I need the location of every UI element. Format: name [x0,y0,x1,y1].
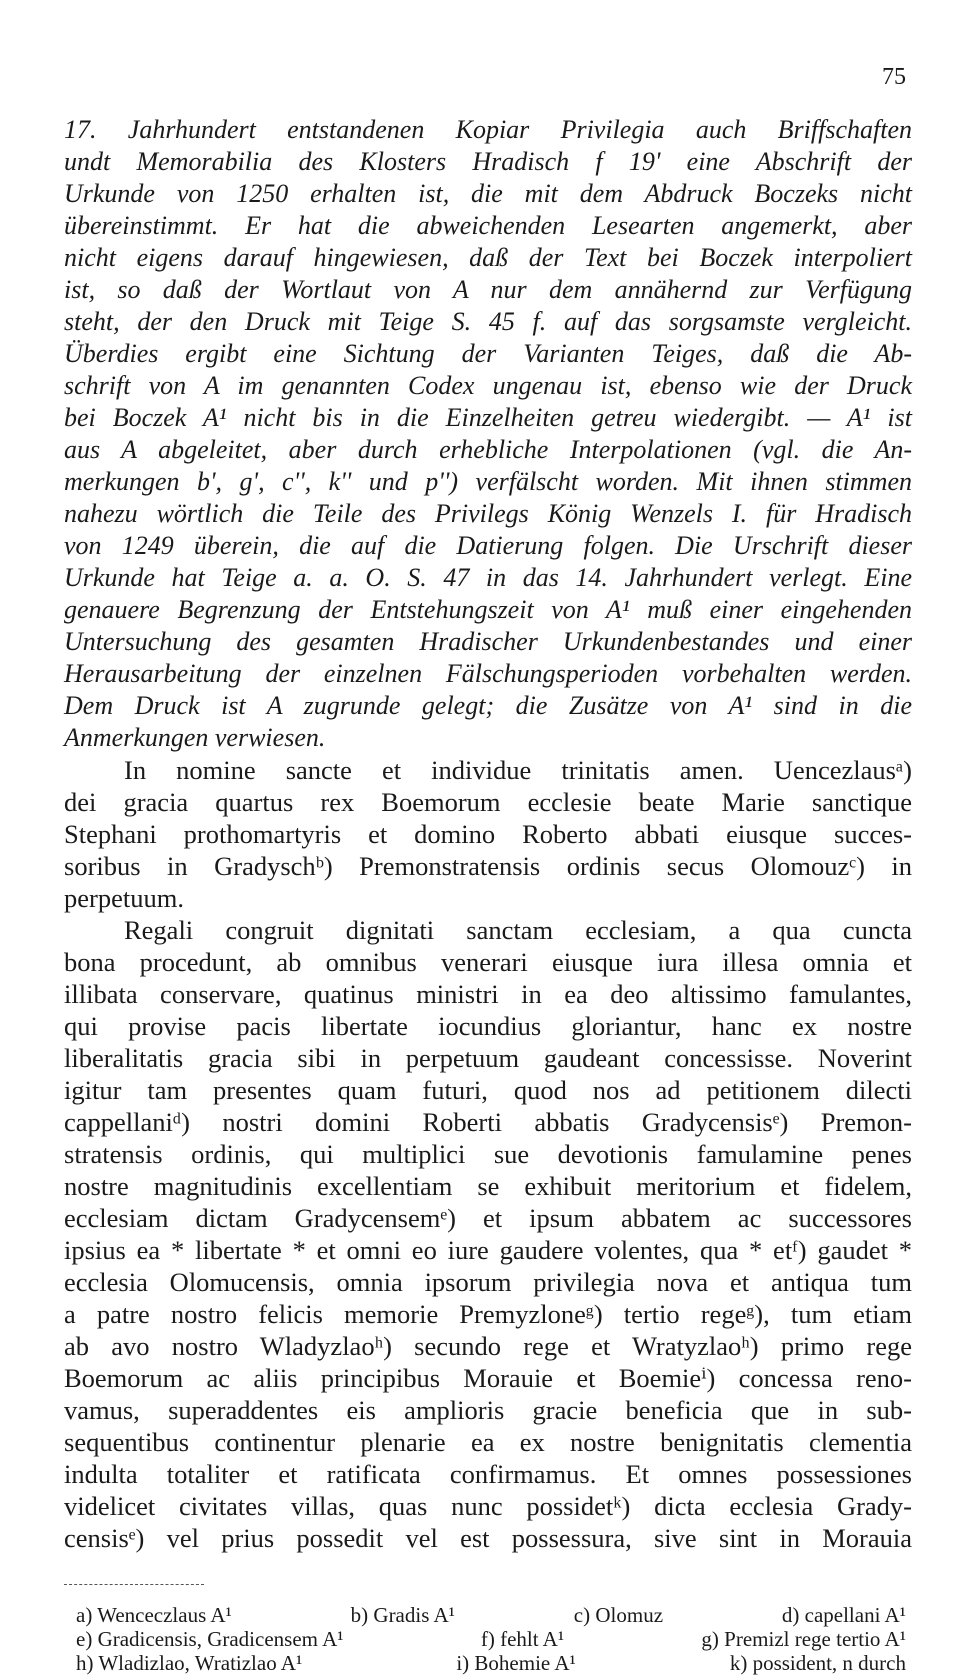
commentary-line: undt Memorabilia des Klosters Hradisch f 19' eine Abschrift der [64,147,912,176]
commentary-line: Untersuchung des gesamten Hradischer Urkundenbestandes und einer [64,627,912,656]
commentary-line: nahezu wörtlich die Teile des Privilegs König Wenzels I. für Hradisch [64,499,912,528]
charter-line: cappellaniᵈ) nostri domini Roberti abbatis Gradycensisᵉ) Premon- [64,1107,912,1137]
footnote: d) capellani A¹ [781,1603,906,1627]
charter-line: bona procedunt, ab omnibus venerari eiusque iura illesa omnia et [64,947,912,977]
charter-line: igitur tam presentes quam futuri, quod nos ad petitionem dilecti [64,1075,912,1105]
commentary-line: Urkunde hat Teige a. a. O. S. 47 in das 14. Jahrhundert verlegt. Eine [64,563,912,592]
footnote: a) Wenceczlaus A¹ [76,1603,232,1627]
charter-line: videlicet civitates villas, quas nunc possidetᵏ) dicta ecclesia Grady- [64,1491,912,1521]
charter-line: illibata conservare, quatinus ministri in ea deo altissimo famulantes, [64,979,912,1009]
charter-line: stratensis ordinis, qui multiplici sue devotionis famulamine penes [64,1139,912,1169]
commentary-line: Überdies ergibt eine Sichtung der Varianten Teiges, daß die Ab- [64,339,912,368]
charter-line: ecclesiam dictam Gradycensemᵉ) et ipsum abbatem ac successores [64,1203,912,1233]
footnote: k) possident, n durch [729,1651,906,1675]
commentary-line: 17. Jahrhundert entstandenen Kopiar Privilegia auch Briffschaften [64,115,912,144]
footnote-line [64,1603,912,1627]
charter-line: dei gracia quartus rex Boemorum ecclesie beate Marie sanctique [64,787,912,817]
footnote-line [64,1651,912,1675]
charter-line: ecclesia Olomucensis, omnia ipsorum privilegia nova et antiqua tum [64,1267,912,1297]
footnote: c) Olomuz [573,1603,664,1627]
commentary-line: Dem Druck ist A zugrunde gelegt; die Zusätze von A¹ sind in die [64,691,912,720]
charter-line: indulta totaliter et ratificata confirmamus. Et omnes possessiones [64,1459,912,1489]
charter-line: sequentibus continentur plenarie ea ex nostre benignitatis clementia [64,1427,912,1457]
charter-line: nostre magnitudinis excellentiam se exhibuit meritorium et fidelem, [64,1171,912,1201]
charter-line: liberalitatis gracia sibi in perpetuum gaudeant concessisse. Noverint [64,1043,912,1073]
footnote: b) Gradis A¹ [350,1603,455,1627]
footnote: g) Premizl rege tertio A¹ [701,1627,906,1651]
charter-line: qui provise pacis libertate iocundius gloriantur, hanc ex nostre [64,1011,912,1041]
commentary-line: Herausarbeitung der einzelnen Fälschungsperioden vorbehalten werden. [64,659,912,688]
charter-text [64,754,912,1554]
commentary-line: Anmerkungen verwiesen. [64,723,326,752]
commentary-line: merkungen b', g', c'', k'' und p'') verfälscht worden. Mit ihnen stimmen [64,467,912,496]
commentary-line: steht, der den Druck mit Teige S. 45 f. auf das sorgsamste vergleicht. [64,307,912,336]
charter-line: soribus in Gradyschᵇ) Premonstratensis ordinis secus Olomouzᶜ) in [64,851,912,881]
commentary-line: genauere Begrenzung der Entstehungszeit von A¹ muß einer eingehenden [64,595,912,624]
footnote: f) fehlt A¹ [480,1627,565,1651]
commentary-line: schrift von A im genannten Codex ungenau ist, ebenso wie der Druck [64,371,912,400]
charter-line: Regali congruit dignitati sanctam ecclesiam, a qua cuncta [124,915,912,945]
commentary-line: ist, so daß der Wortlaut von A nur dem annähernd zur Verfügung [64,275,912,304]
footnote: e) Gradicensis, Gradicensem A¹ [76,1627,344,1651]
footnote-divider [64,1584,204,1585]
commentary-line: übereinstimmt. Er hat die abweichenden Lesearten angemerkt, aber [64,211,912,240]
commentary-line: bei Boczek A¹ nicht bis in die Einzelheiten getreu wiedergibt. — A¹ ist [64,403,912,432]
commentary-line: von 1249 überein, die auf die Datierung folgen. Die Urschrift dieser [64,531,912,560]
footnotes [64,1603,912,1675]
charter-line: In nomine sancte et individue trinitatis amen. Uencezlausᵃ) [124,755,912,785]
page-number: 75 [882,64,906,90]
charter-line: Boemorum ac aliis principibus Morauie et Boemieⁱ) concessa reno- [64,1363,912,1393]
editorial-commentary [64,114,912,754]
charter-line: vamus, superaddentes eis amplioris gracie beneficia que in sub- [64,1395,912,1425]
commentary-line: nicht eigens darauf hingewiesen, daß der Text bei Boczek interpoliert [64,243,912,272]
footnote: i) Bohemie A¹ [456,1651,576,1675]
commentary-line: aus A abgeleitet, aber durch erhebliche Interpolationen (vgl. die An- [64,435,912,464]
charter-line: perpetuum. [64,883,184,913]
charter-line: ipsius ea * libertate * et omni eo iure gaudere volentes, qua * etᶠ) gaudet * [64,1235,912,1265]
footnote: h) Wladizlao, Wratizlao A¹ [76,1651,303,1675]
commentary-line: Urkunde von 1250 erhalten ist, die mit dem Abdruck Boczeks nicht [64,179,912,208]
charter-line: censisᵉ) vel prius possedit vel est possessura, sive sint in Morauia [64,1523,912,1553]
charter-line: ab avo nostro Wladyzlaoʰ) secundo rege et Wratyzlaoʰ) primo rege [64,1331,912,1361]
footnote-line [64,1627,912,1651]
charter-line: a patre nostro felicis memorie Premyzloneᵍ) tertio regeᵍ), tum etiam [64,1299,912,1329]
charter-line: Stephani prothomartyris et domino Roberto abbati eiusque succes- [64,819,912,849]
